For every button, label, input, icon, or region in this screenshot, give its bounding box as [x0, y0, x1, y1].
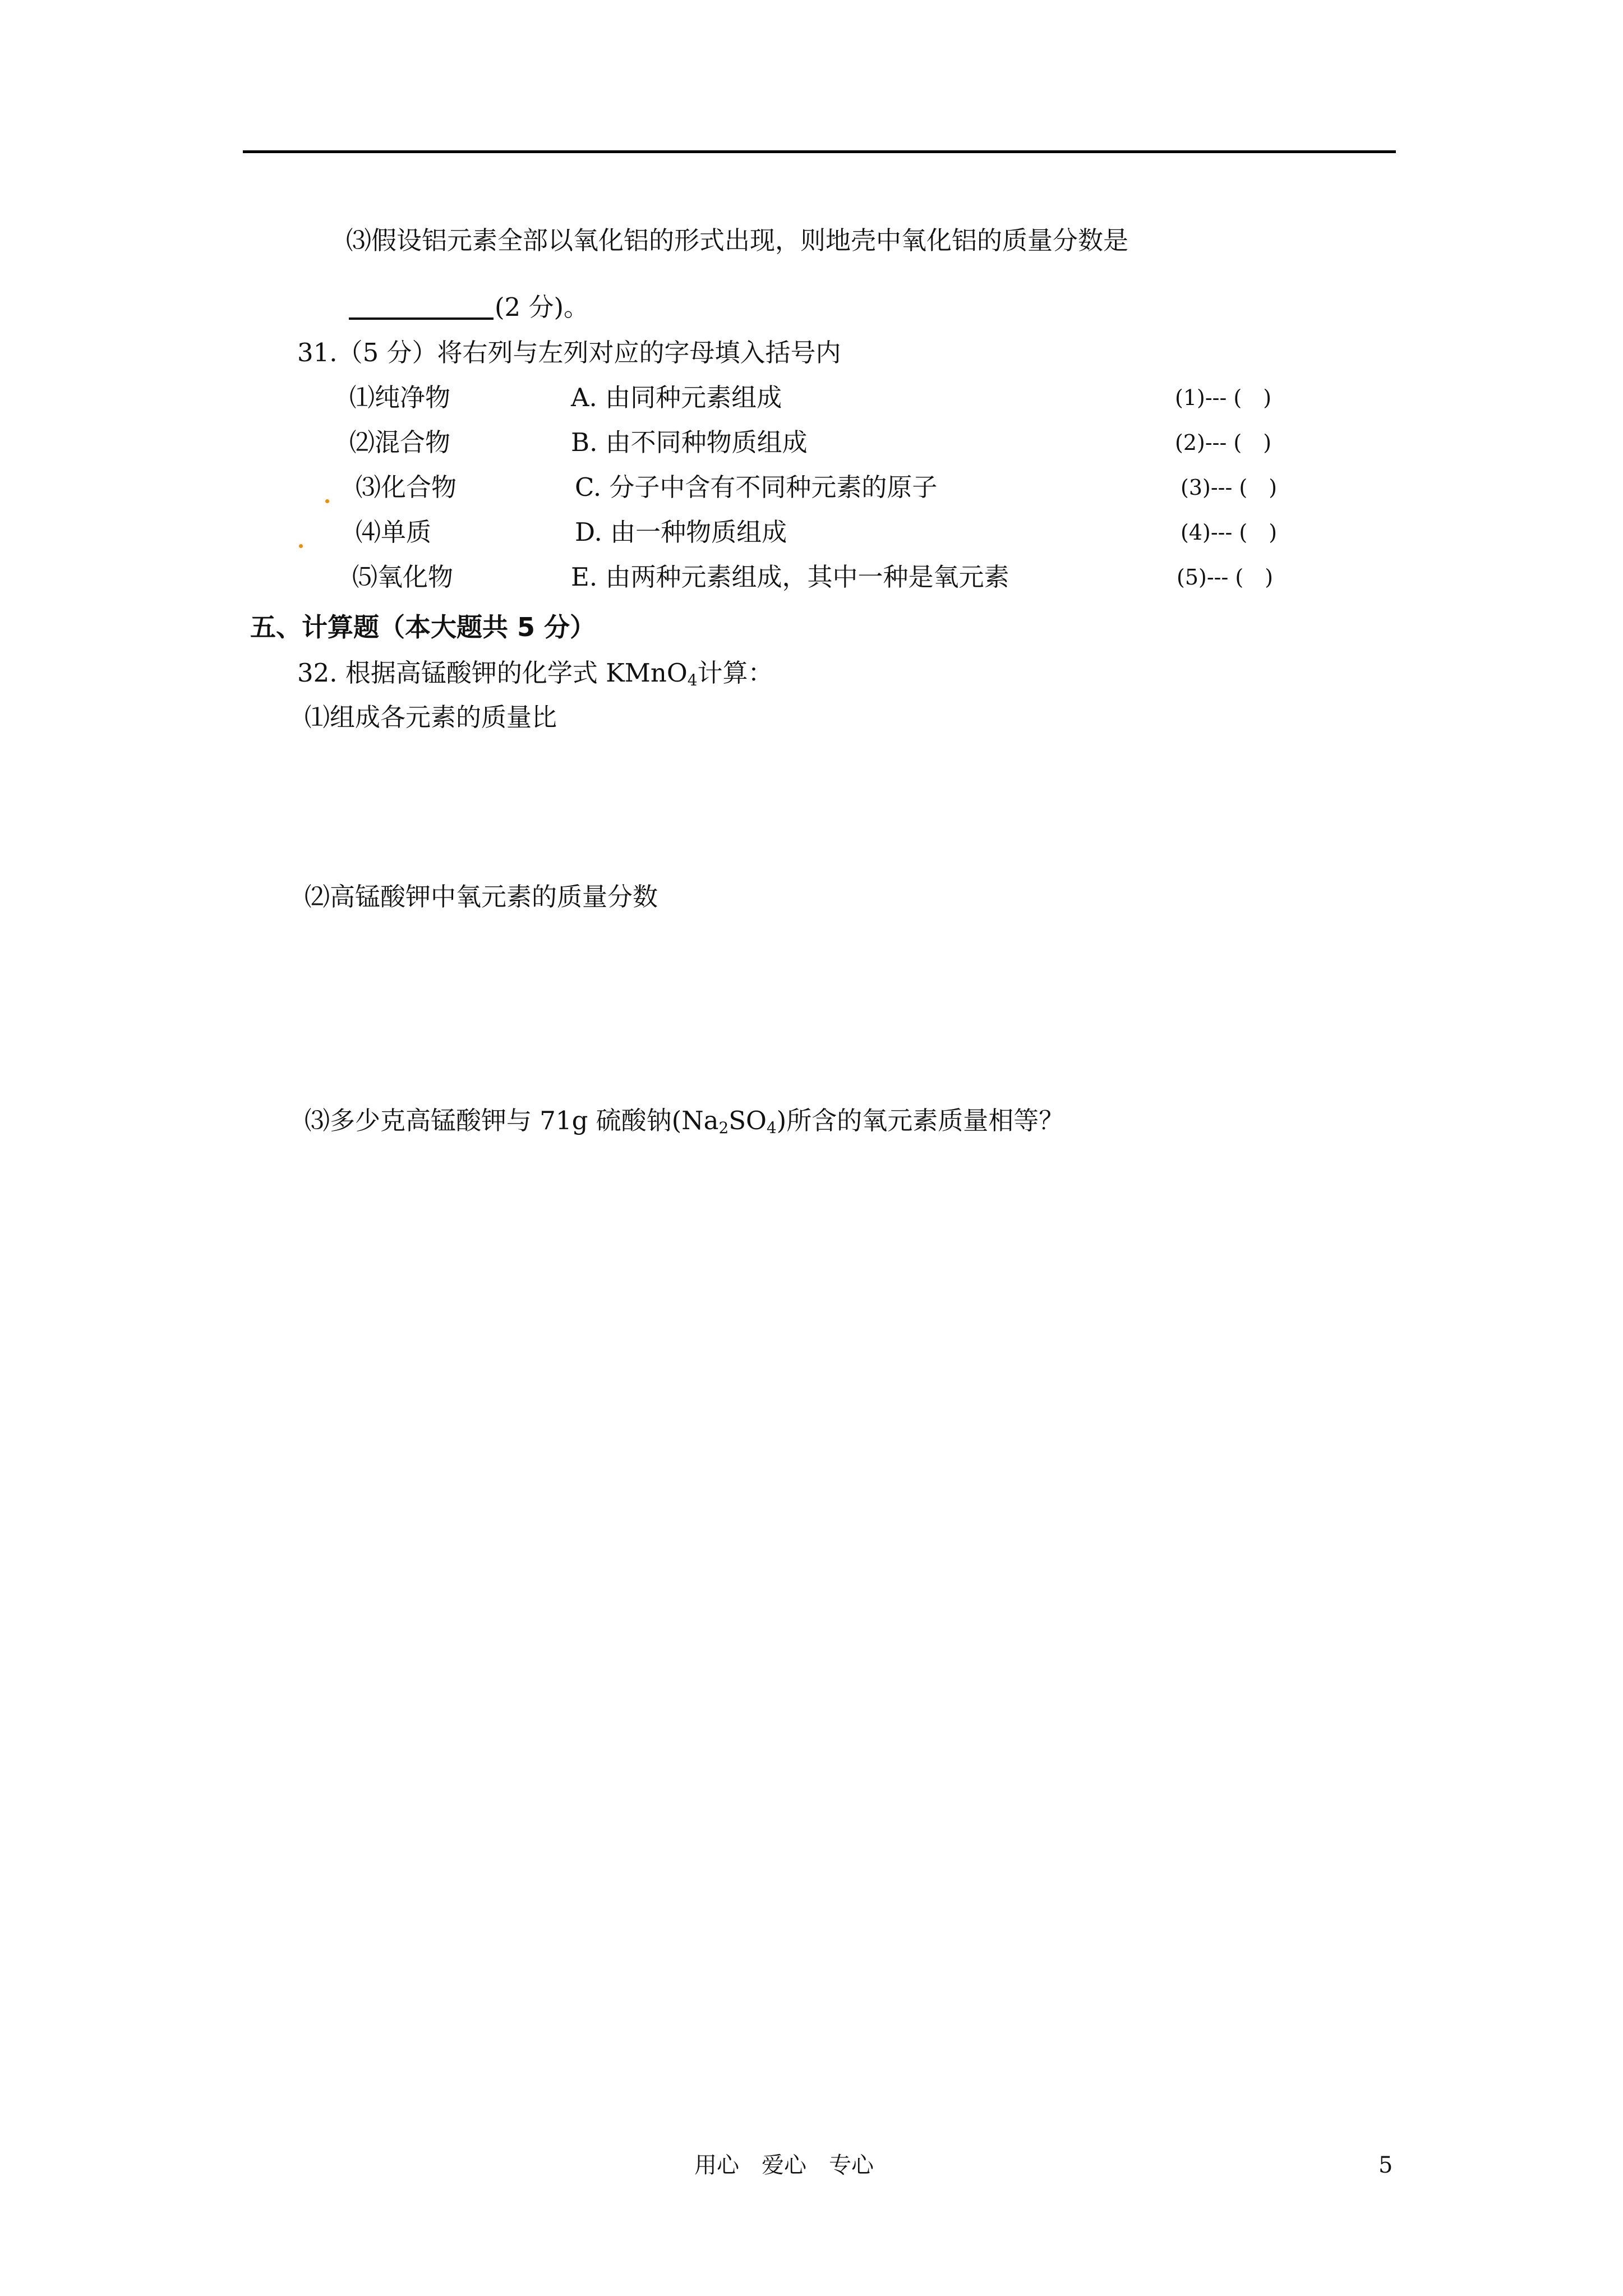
answer-blank [349, 293, 494, 320]
q31-left-item: ⑷单质 [356, 517, 432, 547]
q32-part1: ⑴组成各元素的质量比 [305, 702, 557, 732]
q30-part3-answer-line [349, 293, 589, 320]
q31-answer-slot: (5)--- ( ) [1177, 565, 1274, 590]
header-rule [243, 150, 1396, 153]
q31-right-item: E. 由两种元素组成，其中一种是氧元素 [571, 562, 1009, 592]
q31-left-item: ⑵混合物 [349, 427, 451, 457]
q31-left-item: ⑸氧化物 [352, 562, 454, 592]
q31-left-item: ⑴纯净物 [349, 383, 451, 412]
q31-right-item: B. 由不同种物质组成 [571, 427, 808, 457]
q31-left-item: ⑶化合物 [356, 472, 457, 502]
q32-part3: ⑶多少克高锰酸钾与 71g 硫酸钠$(Na_2SO_4)$所含的氧元素质量相等？ [305, 1106, 1064, 1137]
q31-answer-slot: (1)--- ( ) [1175, 385, 1272, 410]
orange-dot-mark [299, 544, 303, 548]
section-title: 五、计算题（本大题共 5 分） [250, 612, 596, 642]
q31-right-item: D. 由一种物质组成 [575, 517, 787, 547]
q31-answer-slot: (2)--- ( ) [1175, 430, 1272, 455]
q31-right-item: A. 由同种元素组成 [571, 383, 782, 412]
orange-dot-mark [325, 499, 329, 503]
q31-right-item: C. 分子中含有不同种元素的原子 [575, 472, 938, 502]
footer-motto: 用心 爱心 专心 [694, 2152, 874, 2178]
page-number: 5 [1378, 2152, 1393, 2178]
q30-part3-text: ⑶假设铝元素全部以氧化铝的形式出现，则地壳中氧化铝的质量分数是 [346, 226, 1129, 255]
q30-part3-points: (2 分)。 [495, 292, 589, 322]
q32-part2: ⑵高锰酸钾中氧元素的质量分数 [305, 882, 658, 912]
q31-answer-slot: (4)--- ( ) [1181, 520, 1278, 545]
q32-intro: 32. 根据高锰酸钾的化学式 KMnO$_4$计算： [297, 658, 773, 689]
q31-answer-slot: (3)--- ( ) [1181, 475, 1278, 500]
q31-heading: 31.（5 分）将右列与左列对应的字母填入括号内 [297, 338, 841, 367]
